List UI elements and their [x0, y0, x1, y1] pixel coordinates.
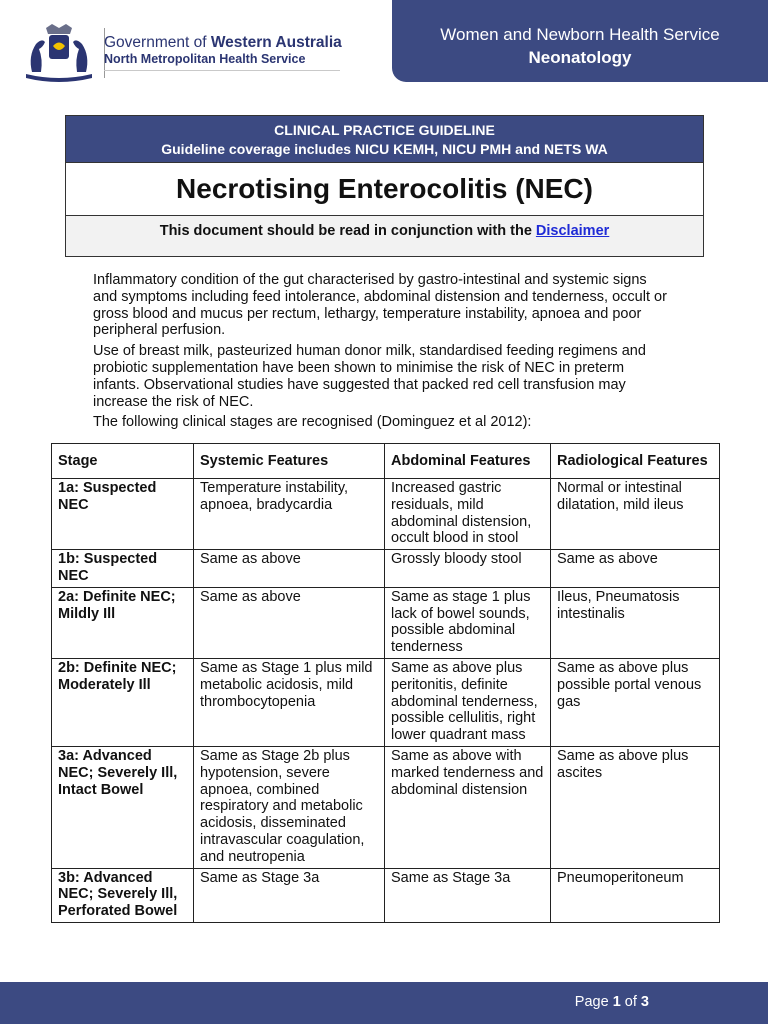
- table-row: [52, 479, 720, 550]
- systemic-cell: Same as Stage 1 plus mild metabolic acidosis, mild thrombocytopenia: [194, 658, 385, 746]
- disclaimer-link[interactable]: Disclaimer: [535, 223, 610, 239]
- document-title: Necrotising Enterocolitis (NEC): [176, 173, 593, 204]
- health-service-name: North Metropolitan Health Service: [104, 52, 306, 66]
- column-header-abdominal: Abdominal Features: [385, 444, 551, 479]
- government-name: Government of Western Australia: [104, 34, 342, 51]
- guideline-coverage: Guideline coverage includes NICU KEMH, NICU PMH and NETS WA: [161, 141, 608, 157]
- table-row: [52, 868, 720, 922]
- intro-text: [93, 272, 673, 435]
- abdominal-cell: Increased gastric residuals, mild abdominal distension, occult blood in stool: [385, 479, 551, 550]
- abdominal-cell: Same as above with marked tenderness and abdominal distension: [385, 746, 551, 868]
- read-note-text: This document should be read in conjunction with the: [159, 223, 536, 239]
- table-row: [52, 550, 720, 588]
- systemic-cell: Same as above: [194, 550, 385, 588]
- table-header-row: [52, 444, 720, 479]
- intro-paragraph: Use of breast milk, pasteurized human donor milk, standardised feeding regimens and probiotic supplementation have been shown to minimise the risk of NEC in preterm infants. Observational studies have suggested that packed red cell transfusion may increase the risk of NEC.: [93, 343, 646, 410]
- guideline-header: [66, 116, 703, 163]
- column-header-radiological: Radiological Features: [551, 444, 720, 479]
- guideline-type: CLINICAL PRACTICE GUIDELINE: [274, 122, 495, 138]
- government-logo: [18, 22, 342, 84]
- stage-cell: 2a: Definite NEC; Mildly Ill: [52, 587, 194, 658]
- systemic-cell: Same as Stage 3a: [194, 868, 385, 922]
- radiological-cell: Ileus, Pneumatosis intestinalis: [551, 587, 720, 658]
- radiological-cell: Same as above plus ascites: [551, 746, 720, 868]
- systemic-cell: Same as Stage 2b plus hypotension, severe apnoea, combined respiratory and metabolic acidosis, disseminated intravascular coagulation, and neutropenia: [194, 746, 385, 868]
- document-title-row: [66, 163, 703, 216]
- radiological-cell: Normal or intestinal dilatation, mild ileus: [551, 479, 720, 550]
- table-row: [52, 746, 720, 868]
- logo-underline: [104, 70, 340, 71]
- radiological-cell: Same as above: [551, 550, 720, 588]
- page-footer: [0, 982, 768, 1024]
- intro-paragraph: Inflammatory condition of the gut characterised by gastro-intestinal and systemic signs and symptoms including feed intolerance, abdominal distension and tenderness, occult or gross blood and mucus per rectum, lethargy, temperature instability, apnoea and poor peripheral perfusion.: [93, 272, 667, 339]
- wa-coat-of-arms-icon: [18, 22, 100, 84]
- service-unit: Neonatology: [528, 48, 632, 67]
- intro-paragraph: The following clinical stages are recognised (Dominguez et al 2012):: [93, 414, 532, 431]
- nec-stages-table: [51, 443, 720, 923]
- abdominal-cell: Same as stage 1 plus lack of bowel sounds, possible abdominal tenderness: [385, 587, 551, 658]
- radiological-cell: Pneumoperitoneum: [551, 868, 720, 922]
- page-number: Page 1 of 3: [574, 994, 649, 1010]
- guideline-title-box: [65, 115, 704, 257]
- systemic-cell: Temperature instability, apnoea, bradycardia: [194, 479, 385, 550]
- abdominal-cell: Same as above plus peritonitis, definite abdominal tenderness, possible cellulitis, right lower quadrant mass: [385, 658, 551, 746]
- service-name: Women and Newborn Health Service: [440, 25, 720, 44]
- stage-cell: 3b: Advanced NEC; Severely Ill, Perforated Bowel: [52, 868, 194, 922]
- table-row: [52, 587, 720, 658]
- abdominal-cell: Same as Stage 3a: [385, 868, 551, 922]
- service-header-tab: [392, 0, 768, 82]
- abdominal-cell: Grossly bloody stool: [385, 550, 551, 588]
- stage-cell: 3a: Advanced NEC; Severely Ill, Intact Bowel: [52, 746, 194, 868]
- table-row: [52, 658, 720, 746]
- column-header-systemic: Systemic Features: [194, 444, 385, 479]
- stage-cell: 1b: Suspected NEC: [52, 550, 194, 588]
- stage-cell: 1a: Suspected NEC: [52, 479, 194, 550]
- stage-cell: 2b: Definite NEC; Moderately Ill: [52, 658, 194, 746]
- radiological-cell: Same as above plus possible portal venous gas: [551, 658, 720, 746]
- disclaimer-note: [66, 216, 703, 239]
- systemic-cell: Same as above: [194, 587, 385, 658]
- column-header-stage: Stage: [52, 444, 194, 479]
